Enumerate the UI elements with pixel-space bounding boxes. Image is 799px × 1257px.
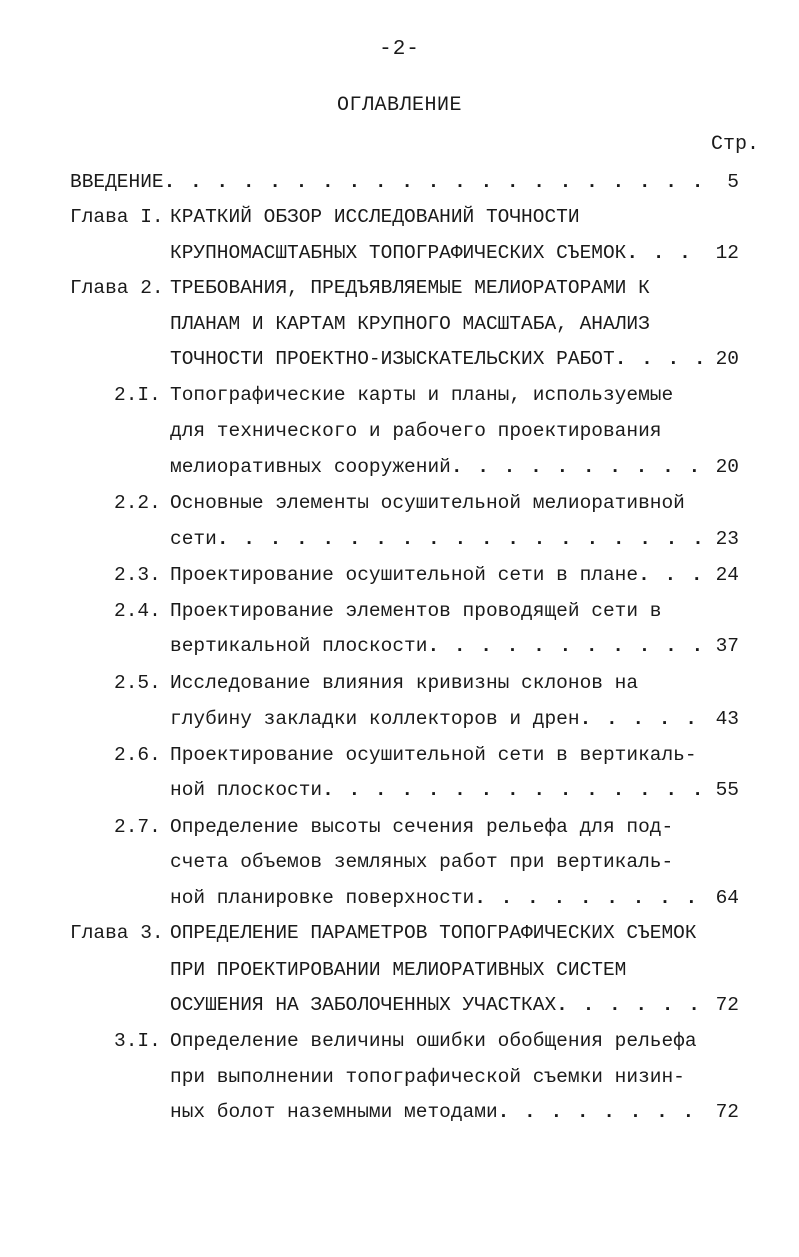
toc-entry-page: 23 — [715, 528, 739, 550]
toc-entry-line: ных болот наземными методами . . . — [170, 1097, 710, 1127]
toc-section-label: 2.I. — [114, 384, 161, 406]
toc-entry-line: ной плоскости . . . — [170, 775, 710, 805]
toc-entry-page: 55 — [715, 779, 739, 801]
toc-entry-line: Определение высоты сечения рельефа для под- — [170, 816, 674, 838]
toc-entry-line: мелиоративных сооружений . . . — [170, 452, 710, 482]
dot-leader — [556, 990, 710, 1020]
toc-entry-line: Топографические карты и планы, используемые — [170, 384, 674, 406]
toc-entry-page: 72 — [715, 1101, 739, 1123]
page-title: ОГЛАВЛЕНИЕ — [336, 94, 463, 117]
dot-leader — [164, 167, 710, 197]
toc-entry-line: ТОЧНОСТИ ПРОЕКТНО-ИЗЫСКАТЕЛЬСКИХ РАБОТ . . . — [170, 344, 710, 374]
toc-entry-page: 20 — [715, 456, 739, 478]
toc-entry-intro — [70, 167, 710, 197]
toc-section-label: 2.5. — [114, 672, 161, 694]
toc-entry-line: ной планировке поверхности . . . — [170, 883, 710, 913]
dot-leader — [427, 631, 710, 661]
toc-entry-line: Проектирование осушительной сети в плане . . . — [170, 560, 710, 590]
toc-entry-line: КРАТКИЙ ОБЗОР ИССЛЕДОВАНИЙ ТОЧНОСТИ — [170, 206, 580, 228]
toc-section-label: 2.4. — [114, 600, 161, 622]
toc-entry-page: 37 — [715, 635, 739, 657]
toc-entry-page: 5 — [727, 171, 739, 193]
toc-entry-line: Проектирование осушительной сети в вертикаль- — [170, 744, 697, 766]
page-number: -2- — [379, 38, 420, 61]
toc-section-label: 2.3. — [114, 564, 161, 586]
toc-entry-line: ПЛАНАМ И КАРТАМ КРУПНОГО МАСШТАБА, АНАЛИЗ — [170, 313, 650, 335]
toc-entry-page: 43 — [715, 708, 739, 730]
toc-entry-page: 64 — [715, 887, 739, 909]
toc-section-label: 2.6. — [114, 744, 161, 766]
toc-entry-line: вертикальной плоскости . . . — [170, 631, 710, 661]
toc-entry-line: для технического и рабочего проектирования — [170, 420, 662, 442]
dot-leader — [498, 1097, 710, 1127]
dot-leader — [217, 524, 710, 554]
toc-entry-line: ОСУШЕНИЯ НА ЗАБОЛОЧЕННЫХ УЧАСТКАХ . . . — [170, 990, 710, 1020]
dot-leader — [451, 452, 710, 482]
toc-entry-line: Основные элементы осушительной мелиоративной — [170, 492, 685, 514]
dot-leader — [322, 775, 710, 805]
toc-entry-title: ВВЕДЕНИЕ — [70, 171, 164, 193]
dot-leader — [626, 238, 710, 268]
toc-entry-line: ПРИ ПРОЕКТИРОВАНИИ МЕЛИОРАТИВНЫХ СИСТЕМ — [170, 959, 627, 981]
page-column-label: Стр. — [710, 133, 759, 156]
toc-section-label: 3.I. — [114, 1030, 161, 1052]
toc-entry-line: при выполнении топографической съемки низин- — [170, 1066, 685, 1088]
toc-entry-line: Исследование влияния кривизны склонов на — [170, 672, 639, 694]
toc-entry-line: КРУПНОМАСШТАБНЫХ ТОПОГРАФИЧЕСКИХ СЪЕМОК . . . — [170, 238, 710, 268]
dot-leader — [474, 883, 710, 913]
toc-entry-page: 72 — [715, 994, 739, 1016]
toc-chapter-label: Глава 3. — [70, 922, 164, 944]
toc-entry-page: 20 — [715, 348, 739, 370]
dot-leader — [615, 344, 710, 374]
toc-section-label: 2.7. — [114, 816, 161, 838]
toc-entry-line: счета объемов земляных работ при вертикаль- — [170, 851, 674, 873]
toc-chapter-label: Глава 2. — [70, 277, 164, 299]
toc-entry-page: 24 — [715, 564, 739, 586]
dot-leader — [638, 560, 710, 590]
toc-entry-line: сети . . . — [170, 524, 710, 554]
toc-entry-line: Проектирование элементов проводящей сети в — [170, 600, 662, 622]
toc-entry-page: 12 — [715, 242, 739, 264]
toc-entry-line: Определение величины ошибки обобщения рельефа — [170, 1030, 697, 1052]
toc-entry-line: ТРЕБОВАНИЯ, ПРЕДЪЯВЛЯЕМЫЕ МЕЛИОРАТОРАМИ К — [170, 277, 650, 299]
toc-entry-line: ОПРЕДЕЛЕНИЕ ПАРАМЕТРОВ ТОПОГРАФИЧЕСКИХ СЪЕМОК — [170, 922, 697, 944]
toc-entry-line: глубину закладки коллекторов и дрен . . . — [170, 704, 710, 734]
toc-chapter-label: Глава I. — [70, 206, 164, 228]
toc-section-label: 2.2. — [114, 492, 161, 514]
dot-leader — [580, 704, 710, 734]
